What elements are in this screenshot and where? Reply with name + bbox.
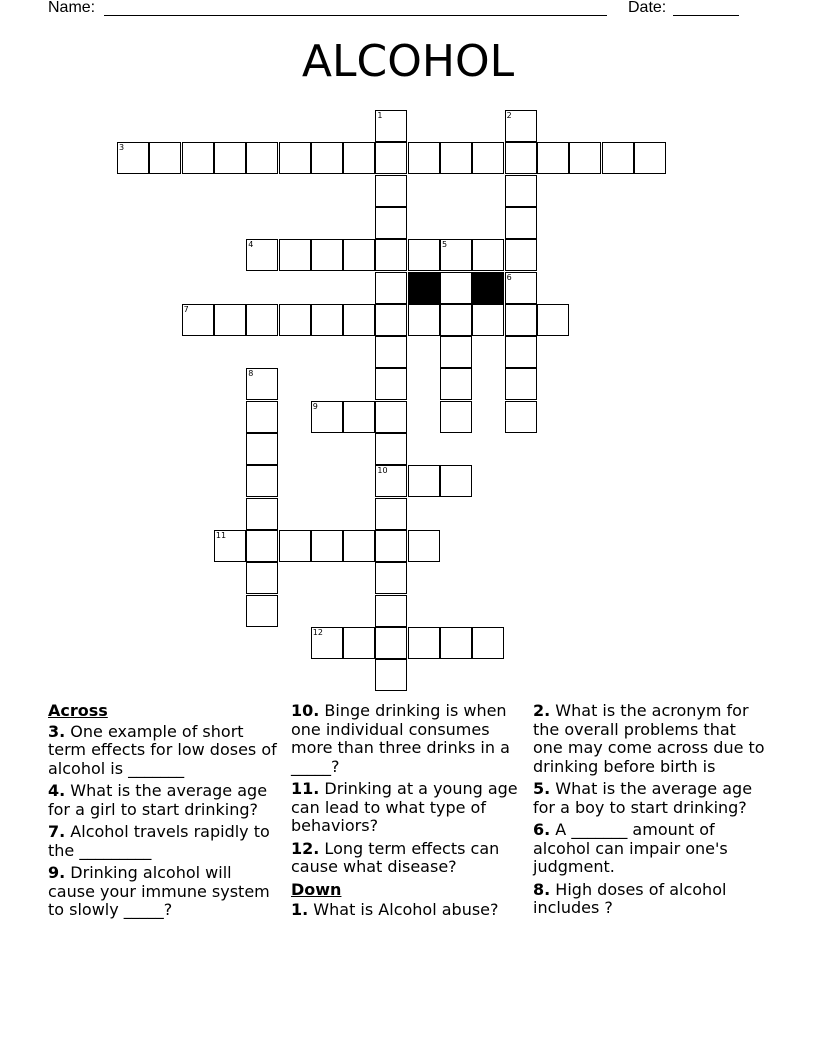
clue-number-label: 10. bbox=[291, 701, 320, 720]
clue-text: A _______ amount of alcohol can impair one's judgment. bbox=[533, 820, 728, 876]
clue-number-label: 4. bbox=[48, 781, 66, 800]
clue-number-label: 5. bbox=[533, 779, 551, 798]
grid-cell[interactable] bbox=[279, 239, 311, 271]
down-clue-list bbox=[291, 901, 523, 920]
grid-cell[interactable] bbox=[440, 627, 472, 659]
across-clue-list bbox=[48, 723, 280, 920]
clue-number: 8 bbox=[248, 369, 254, 379]
page-title: ALCOHOL bbox=[301, 36, 515, 87]
clues-column-1 bbox=[48, 702, 280, 924]
grid-cell[interactable] bbox=[311, 142, 343, 174]
clue-number: 7 bbox=[183, 304, 189, 314]
grid-cell[interactable] bbox=[505, 401, 537, 433]
grid-cell[interactable] bbox=[246, 401, 278, 433]
clue-item bbox=[291, 702, 523, 776]
black-cell bbox=[408, 272, 440, 304]
grid-cell[interactable] bbox=[375, 530, 407, 562]
grid-cell[interactable] bbox=[375, 272, 407, 304]
clue-number-label: 6. bbox=[533, 820, 551, 839]
clue-item bbox=[48, 823, 280, 860]
grid-cell[interactable] bbox=[311, 627, 343, 659]
grid-cell[interactable] bbox=[375, 595, 407, 627]
grid-cell[interactable] bbox=[440, 336, 472, 368]
grid-cell[interactable] bbox=[375, 562, 407, 594]
clue-text: Binge drinking is when one individual consumes more than three drinks in a _____? bbox=[291, 701, 510, 776]
grid-cell[interactable] bbox=[408, 142, 440, 174]
grid-cell[interactable] bbox=[246, 595, 278, 627]
grid-cell[interactable] bbox=[214, 530, 246, 562]
grid-cell[interactable] bbox=[343, 239, 375, 271]
grid-cell[interactable] bbox=[311, 401, 343, 433]
grid-cell[interactable] bbox=[472, 304, 504, 336]
grid-cell[interactable] bbox=[279, 304, 311, 336]
grid-cell[interactable] bbox=[311, 530, 343, 562]
grid-cell[interactable] bbox=[408, 530, 440, 562]
grid-cell[interactable] bbox=[472, 627, 504, 659]
clue-item bbox=[533, 821, 765, 877]
across-heading: Across bbox=[48, 701, 108, 720]
grid-cell[interactable] bbox=[343, 627, 375, 659]
grid-cell[interactable] bbox=[375, 142, 407, 174]
clue-text: One example of short term effects for low doses of alcohol is _______ bbox=[48, 721, 277, 778]
clue-item bbox=[291, 901, 523, 920]
grid-cell[interactable] bbox=[472, 142, 504, 174]
grid-cell[interactable] bbox=[279, 142, 311, 174]
grid-cell[interactable] bbox=[440, 272, 472, 304]
grid-cell[interactable] bbox=[246, 498, 278, 530]
clue-item bbox=[48, 782, 280, 819]
clue-item bbox=[533, 780, 765, 817]
clue-number: 4 bbox=[248, 240, 254, 250]
clue-text: What is the average age for a girl to start drinking? bbox=[48, 781, 268, 819]
grid-cell[interactable] bbox=[537, 304, 569, 336]
grid-cell[interactable] bbox=[537, 142, 569, 174]
clue-item bbox=[533, 702, 765, 776]
down-clue-list-continued bbox=[533, 702, 765, 918]
grid-cell[interactable] bbox=[246, 368, 278, 400]
clue-number: 3 bbox=[119, 143, 125, 153]
grid-cell[interactable] bbox=[246, 530, 278, 562]
grid-cell[interactable] bbox=[505, 304, 537, 336]
grid-cell[interactable] bbox=[408, 304, 440, 336]
black-cell bbox=[472, 272, 504, 304]
clue-number: 2 bbox=[506, 111, 512, 120]
grid-cell[interactable] bbox=[343, 304, 375, 336]
grid-cell[interactable] bbox=[440, 401, 472, 433]
grid-cell[interactable] bbox=[440, 465, 472, 497]
clue-text: Long term effects can cause what disease? bbox=[291, 838, 500, 876]
clue-text: Alcohol travels rapidly to the _________ bbox=[48, 822, 270, 860]
clue-item bbox=[291, 840, 523, 877]
grid-cell[interactable] bbox=[472, 239, 504, 271]
grid-cell[interactable] bbox=[505, 272, 537, 304]
clue-number: 1 bbox=[377, 111, 383, 120]
clues-column-2 bbox=[291, 702, 523, 924]
across-clue-list-continued bbox=[291, 702, 523, 877]
grid-cell[interactable] bbox=[375, 207, 407, 239]
clue-text: High doses of alcohol includes ? bbox=[533, 879, 727, 917]
clue-text: Drinking at a young age can lead to what type of behaviors? bbox=[291, 779, 518, 835]
grid-cell[interactable] bbox=[246, 562, 278, 594]
grid-cell[interactable] bbox=[375, 368, 407, 400]
grid-cell[interactable] bbox=[246, 142, 278, 174]
grid-cell[interactable] bbox=[505, 207, 537, 239]
clue-number-label: 7. bbox=[48, 822, 66, 841]
clue-number: 6 bbox=[506, 272, 512, 282]
grid-cell[interactable] bbox=[440, 142, 472, 174]
clue-number-label: 3. bbox=[48, 721, 66, 741]
grid-cell[interactable] bbox=[279, 530, 311, 562]
grid-cell[interactable] bbox=[246, 465, 278, 497]
grid-cell[interactable] bbox=[246, 304, 278, 336]
clue-number-label: 8. bbox=[533, 879, 551, 899]
grid-cell[interactable] bbox=[375, 498, 407, 530]
grid-cell[interactable] bbox=[375, 304, 407, 336]
clue-number-label: 1. bbox=[291, 900, 309, 919]
grid-cell[interactable] bbox=[505, 175, 537, 207]
clue-number: 9 bbox=[312, 401, 318, 411]
clues-column-3 bbox=[533, 702, 765, 922]
grid-cell[interactable] bbox=[440, 239, 472, 271]
grid-cell[interactable] bbox=[214, 304, 246, 336]
clue-number: 12 bbox=[312, 627, 323, 637]
clue-number: 11 bbox=[215, 530, 227, 540]
grid-cell[interactable] bbox=[182, 142, 214, 174]
grid-cell[interactable] bbox=[634, 142, 666, 174]
name-label: Name: bbox=[48, 0, 96, 16]
grid-cell[interactable] bbox=[343, 401, 375, 433]
grid-cell[interactable] bbox=[343, 142, 375, 174]
grid-cell[interactable] bbox=[149, 142, 181, 174]
grid-cell[interactable] bbox=[375, 627, 407, 659]
grid-cell[interactable] bbox=[440, 304, 472, 336]
grid-cell[interactable] bbox=[246, 239, 278, 271]
grid-cell[interactable] bbox=[375, 465, 407, 497]
clue-number-label: 2. bbox=[533, 701, 551, 720]
clue-item bbox=[291, 780, 523, 836]
grid-cell[interactable] bbox=[505, 142, 537, 174]
grid-cell[interactable] bbox=[505, 110, 537, 142]
clue-number-label: 12. bbox=[291, 838, 320, 858]
grid-cell[interactable] bbox=[375, 433, 407, 465]
grid-cell[interactable] bbox=[505, 336, 537, 368]
clue-number: 10 bbox=[377, 466, 388, 476]
grid-cell[interactable] bbox=[311, 304, 343, 336]
grid-cell[interactable] bbox=[246, 433, 278, 465]
grid-cell[interactable] bbox=[505, 239, 537, 271]
grid-cell[interactable] bbox=[117, 142, 149, 174]
date-label: Date: bbox=[628, 0, 667, 16]
clue-text: Drinking alcohol will cause your immune system to slowly _____? bbox=[48, 863, 270, 919]
clue-item bbox=[533, 881, 765, 918]
clue-number: 5 bbox=[442, 240, 448, 250]
clue-text: What is Alcohol abuse? bbox=[308, 900, 499, 919]
clue-item bbox=[48, 723, 280, 779]
grid-cell[interactable] bbox=[182, 304, 214, 336]
clue-number-label: 11. bbox=[291, 779, 320, 798]
grid-cell[interactable] bbox=[375, 175, 407, 207]
clue-number-label: 9. bbox=[48, 863, 66, 882]
grid-cell[interactable] bbox=[375, 239, 407, 271]
grid-cell[interactable] bbox=[408, 627, 440, 659]
clue-text: What is the average age for a boy to start drinking? bbox=[533, 779, 753, 817]
grid-cell[interactable] bbox=[375, 110, 407, 142]
grid-cell[interactable] bbox=[602, 142, 634, 174]
grid-cell[interactable] bbox=[505, 368, 537, 400]
grid-cell[interactable] bbox=[375, 659, 407, 691]
grid-cell[interactable] bbox=[408, 465, 440, 497]
grid-cell[interactable] bbox=[408, 239, 440, 271]
grid-cell[interactable] bbox=[214, 142, 246, 174]
clue-item bbox=[48, 864, 280, 920]
grid-cell[interactable] bbox=[343, 530, 375, 562]
grid-cell[interactable] bbox=[375, 401, 407, 433]
grid-cell[interactable] bbox=[311, 239, 343, 271]
grid-cell[interactable] bbox=[440, 368, 472, 400]
clue-text: What is the acronym for the overall problems that one may come across due to drinking before birth is bbox=[533, 701, 765, 776]
grid-cell[interactable] bbox=[375, 336, 407, 368]
grid-cell[interactable] bbox=[569, 142, 601, 174]
down-heading: Down bbox=[291, 879, 342, 899]
